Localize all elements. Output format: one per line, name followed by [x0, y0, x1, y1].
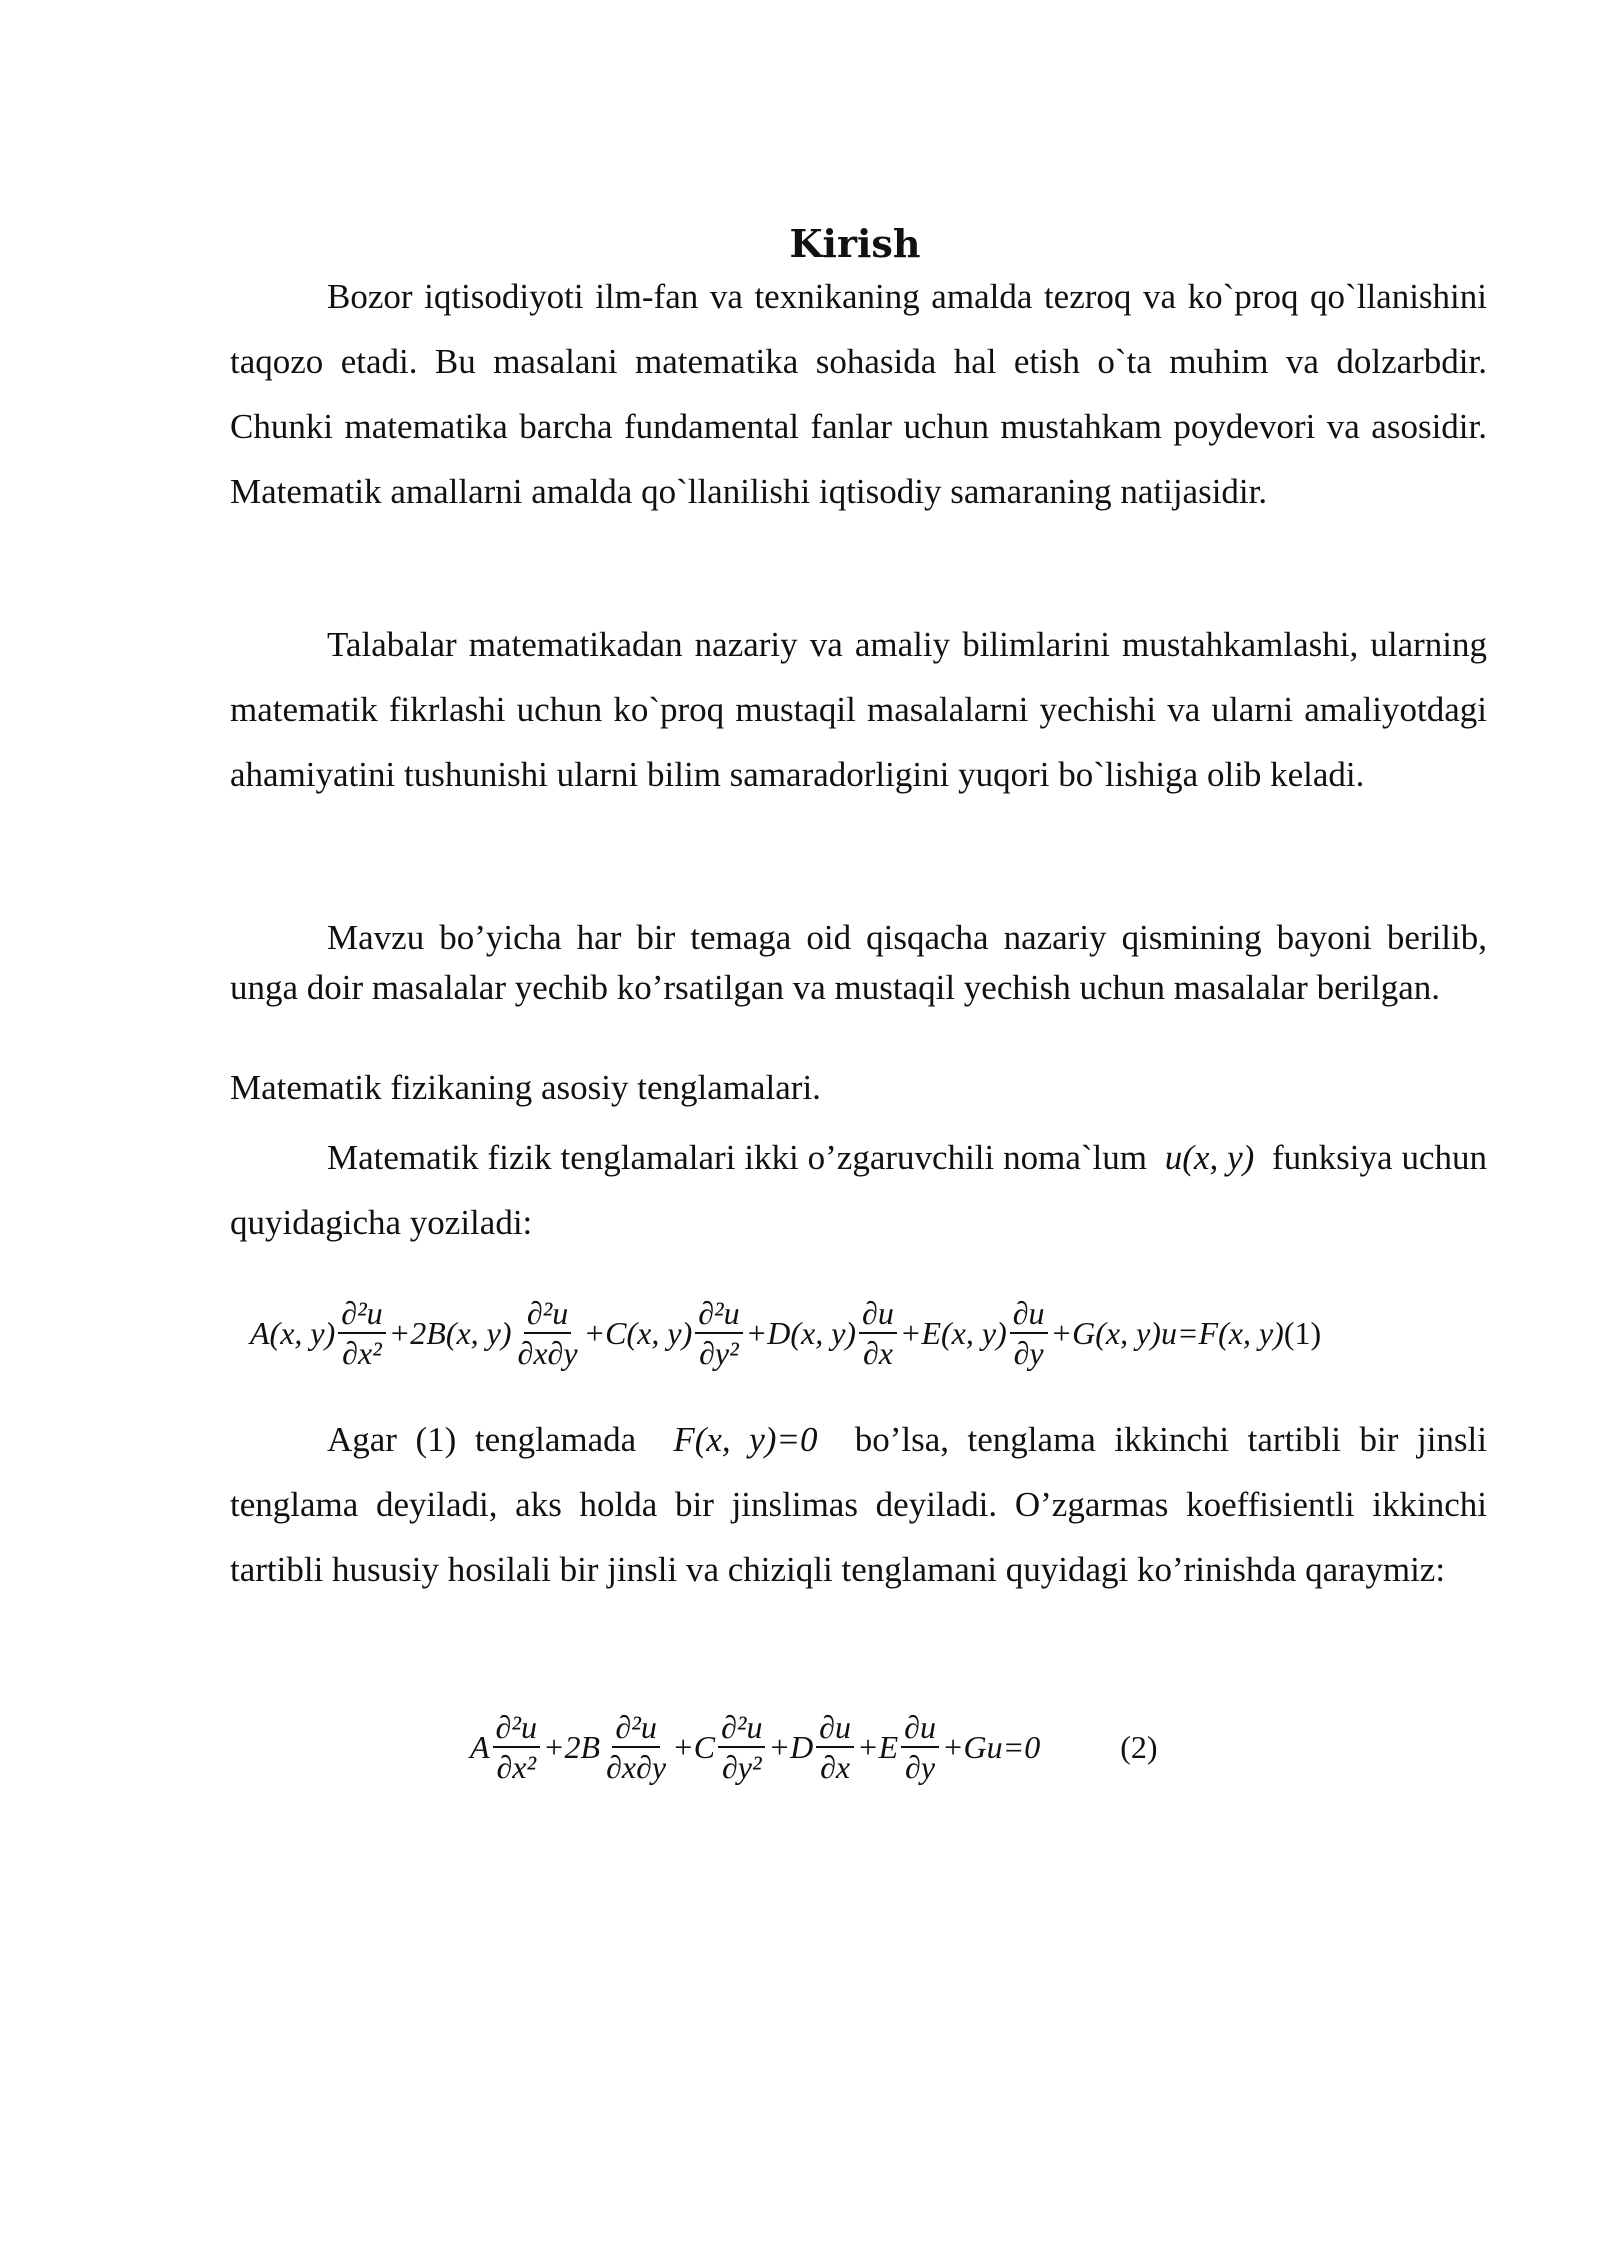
page-title: Kirish — [789, 221, 921, 266]
eq1-number: (1) — [1283, 1314, 1322, 1351]
paragraph-equations-intro — [230, 1125, 1487, 1255]
equation-2-row — [470, 1692, 1158, 1802]
eq1-f2-numerator: ∂²u — [524, 1294, 571, 1334]
eq1-f5-denominator: ∂y — [1013, 1335, 1044, 1371]
eq1-f1-denominator: ∂x² — [342, 1335, 382, 1371]
equation-2 — [0, 1692, 1600, 1802]
eq1-term-c: +C(x, y) — [583, 1314, 693, 1351]
paragraph-topic: Mavzu bo’yicha har bir temaga oid qisqacha nazariy qismining bayoni berilib, unga doir masalalar yechib ko’rsatilgan va mustaqil yechish uchun masalalar berilgan. — [230, 918, 1487, 1007]
eq1-term-a: A(x, y) — [250, 1314, 336, 1351]
eq1-f3-denominator: ∂y² — [699, 1335, 739, 1371]
paragraph-text-before: Matematik fizik tenglamalari ikki o’zgaruvchili noma`lum — [327, 1138, 1147, 1177]
inline-math-u: u(x, y) — [1164, 1138, 1255, 1177]
paragraph-text-before: Agar (1) tenglamada — [327, 1420, 637, 1459]
section-heading: Matematik fizikaning asosiy tenglamalari. — [230, 1068, 821, 1107]
eq1-fraction-y — [1010, 1294, 1048, 1372]
eq2-f5-numerator: ∂u — [901, 1708, 939, 1748]
eq1-term-d: +D(x, y) — [745, 1314, 857, 1351]
paragraph-students: Talabalar matematikadan nazariy va amaliy bilimlarini mustahkamlashi, ularning matematik fikrlashi uchun ko`proq mustaqil masalalarni yechishi va ularni amaliyotdagi ahamiyatini tushunishi ularni bilim samaradorligini yuqori bo`lishiga olib keladi. — [230, 625, 1487, 794]
eq1-f3-numerator: ∂²u — [695, 1294, 742, 1334]
eq2-term-a: A — [470, 1728, 490, 1765]
eq2-term-e: +E — [856, 1728, 899, 1765]
eq1-term-b: +2B(x, y) — [388, 1314, 512, 1351]
eq1-fraction-xy — [515, 1294, 581, 1372]
eq1-f1-numerator: ∂²u — [338, 1294, 385, 1334]
eq1-term-e: +E(x, y) — [899, 1314, 1007, 1351]
equation-1-row — [250, 1278, 1321, 1388]
paragraph-intro: Bozor iqtisodiyoti ilm-fan va texnikaning amalda tezroq va ko`proq qo`llanishini taqozo etadi. Bu masalani matematika sohasida hal etish o`ta muhim va dolzarbdir. Chunki matematika barcha fundamental fanlar uchun mustahkam poydevori va asosidir. Matematik amallarni amalda qo`llanilishi iqtisodiy samaraning natijasidir. — [230, 277, 1487, 511]
eq1-f4-denominator: ∂x — [862, 1335, 893, 1371]
eq2-f4-denominator: ∂x — [820, 1749, 851, 1785]
eq2-f3-numerator: ∂²u — [718, 1708, 765, 1748]
inline-math-f: F(x, y)=0 — [673, 1420, 818, 1459]
paragraph-text-after: bo’lsa, tenglama ikkinchi tartibli bir jinsli tenglama deyiladi, aks holda bir jinslimas deyiladi. O’zgarmas koeffisientli ikkinchi tartibli hususiy hosilali bir jinsli va chiziqli tenglamani quyidagi ko’rinishda qaraymiz: — [230, 1420, 1488, 1589]
eq2-number: (2) — [1120, 1728, 1158, 1765]
paragraph-homogeneous — [230, 1407, 1487, 1602]
eq2-f1-numerator: ∂²u — [493, 1708, 540, 1748]
eq2-fraction-xx — [493, 1708, 540, 1786]
eq1-fraction-yy — [695, 1294, 742, 1372]
eq2-term-c: +C — [672, 1728, 716, 1765]
eq2-f4-numerator: ∂u — [816, 1708, 854, 1748]
paragraph-text-after: funksiya uchun quyidagicha yoziladi: — [230, 1138, 1487, 1242]
eq2-term-g: +Gu=0 — [941, 1728, 1041, 1765]
eq2-f2-denominator: ∂x∂y — [606, 1749, 667, 1785]
eq2-fraction-xy — [603, 1708, 669, 1786]
eq1-f2-denominator: ∂x∂y — [517, 1335, 578, 1371]
eq2-term-d: +D — [768, 1728, 814, 1765]
eq2-f2-numerator: ∂²u — [612, 1708, 659, 1748]
eq2-f3-denominator: ∂y² — [721, 1749, 762, 1785]
eq2-fraction-yy — [718, 1708, 765, 1786]
eq1-f5-numerator: ∂u — [1010, 1294, 1048, 1334]
eq2-term-b: +2B — [542, 1728, 601, 1765]
eq1-f4-numerator: ∂u — [859, 1294, 897, 1334]
eq2-fraction-x — [816, 1708, 854, 1786]
equation-1 — [0, 1278, 1600, 1388]
eq1-term-g: +G(x, y)u=F(x, y) — [1050, 1314, 1284, 1351]
eq1-fraction-x — [859, 1294, 897, 1372]
eq2-f1-denominator: ∂x² — [496, 1749, 537, 1785]
eq2-f5-denominator: ∂y — [905, 1749, 936, 1785]
eq1-fraction-xx — [338, 1294, 385, 1372]
eq2-fraction-y — [901, 1708, 939, 1786]
